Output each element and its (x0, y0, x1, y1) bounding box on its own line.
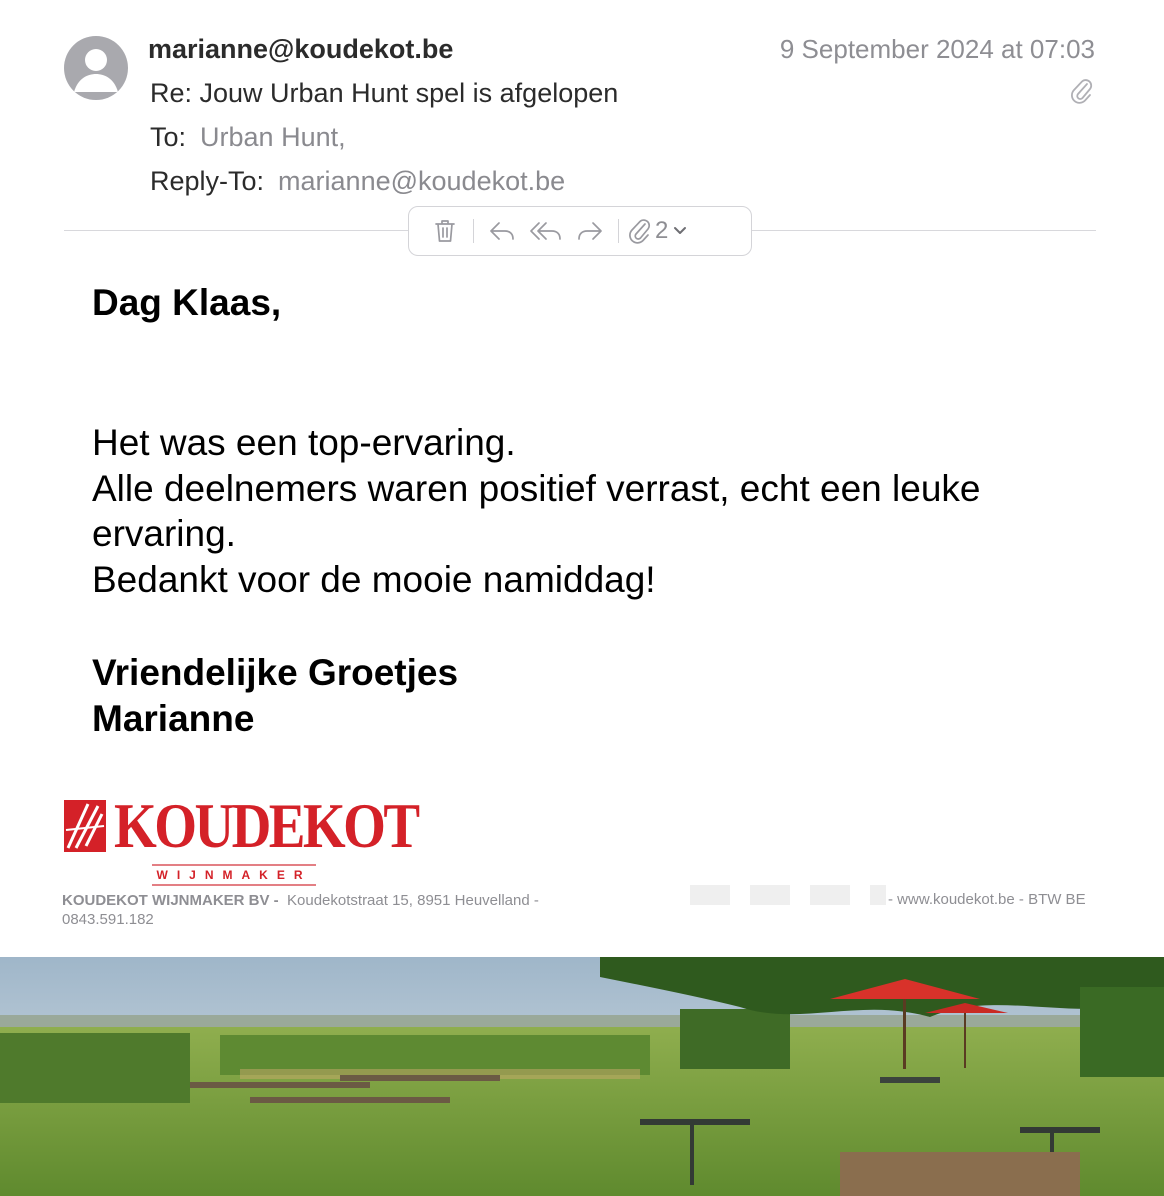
brand-name: KOUDEKOT (114, 790, 418, 861)
vineyard-terrace-photo (0, 957, 1164, 1196)
reply-to-label: Reply-To: (150, 166, 265, 196)
to-label: To: (150, 122, 187, 152)
company-name: KOUDEKOT WIJNMAKER BV - (62, 892, 279, 909)
delete-button[interactable] (423, 211, 467, 251)
reply-all-icon (529, 219, 563, 243)
toolbar-separator (473, 219, 474, 243)
closing-line: Vriendelijke Groetjes (92, 652, 459, 693)
body-line: Alle deelnemers waren positief verrast, echt een leuke ervaring. (92, 467, 981, 554)
chevron-down-icon (672, 225, 688, 237)
body-line: Het was een top-ervaring. (92, 422, 516, 463)
greeting: Dag Klaas, (92, 282, 282, 323)
paperclip-icon (629, 217, 651, 245)
email-subject: Re: Jouw Urban Hunt spel is afgelopen (150, 78, 619, 108)
logo-rule (152, 864, 316, 866)
brand-subtitle: WIJNMAKER (156, 868, 312, 882)
company-address: Koudekotstraat 15, 8951 Heuvelland - (287, 892, 539, 909)
reply-icon (488, 219, 516, 243)
forward-icon (576, 219, 604, 243)
footer-contact (888, 891, 1086, 908)
btw-label: - BTW BE (1018, 891, 1086, 908)
to-recipient[interactable]: Urban Hunt, (200, 122, 346, 152)
redacted-block (690, 885, 730, 905)
trash-icon (433, 218, 457, 244)
redacted-block (750, 885, 790, 905)
sent-date: 9 September 2024 at 07:03 (779, 34, 1095, 64)
closing (92, 650, 458, 741)
reply-to-address[interactable]: marianne@koudekot.be (278, 166, 566, 196)
to-row (150, 122, 346, 153)
forward-button[interactable] (568, 211, 612, 251)
toolbar-separator (618, 219, 619, 243)
attachment-count: 2 (655, 217, 669, 244)
redacted-block (870, 885, 886, 905)
redacted-block (810, 885, 850, 905)
logo-rule (152, 884, 316, 886)
body-line: Bedankt voor de mooie namiddag! (92, 558, 656, 600)
attachment-indicator-icon (1068, 76, 1094, 104)
person-icon (64, 36, 128, 100)
reply-all-button[interactable] (524, 211, 568, 251)
btw-number: 0843.591.182 (62, 911, 154, 928)
reply-to-row (150, 166, 565, 197)
attachments-button[interactable] (625, 211, 692, 251)
sender-avatar (64, 36, 128, 100)
message-toolbar (408, 206, 752, 256)
message-body (92, 420, 1082, 602)
koudekot-logo (64, 790, 418, 886)
company-website[interactable]: - www.koudekot.be (888, 891, 1015, 908)
reply-button[interactable] (480, 211, 524, 251)
sender-address[interactable]: marianne@koudekot.be (148, 34, 454, 64)
vineyard-photo-illustration (0, 957, 1164, 1196)
signature-name: Marianne (92, 697, 255, 739)
logo-mark-icon (64, 796, 106, 852)
